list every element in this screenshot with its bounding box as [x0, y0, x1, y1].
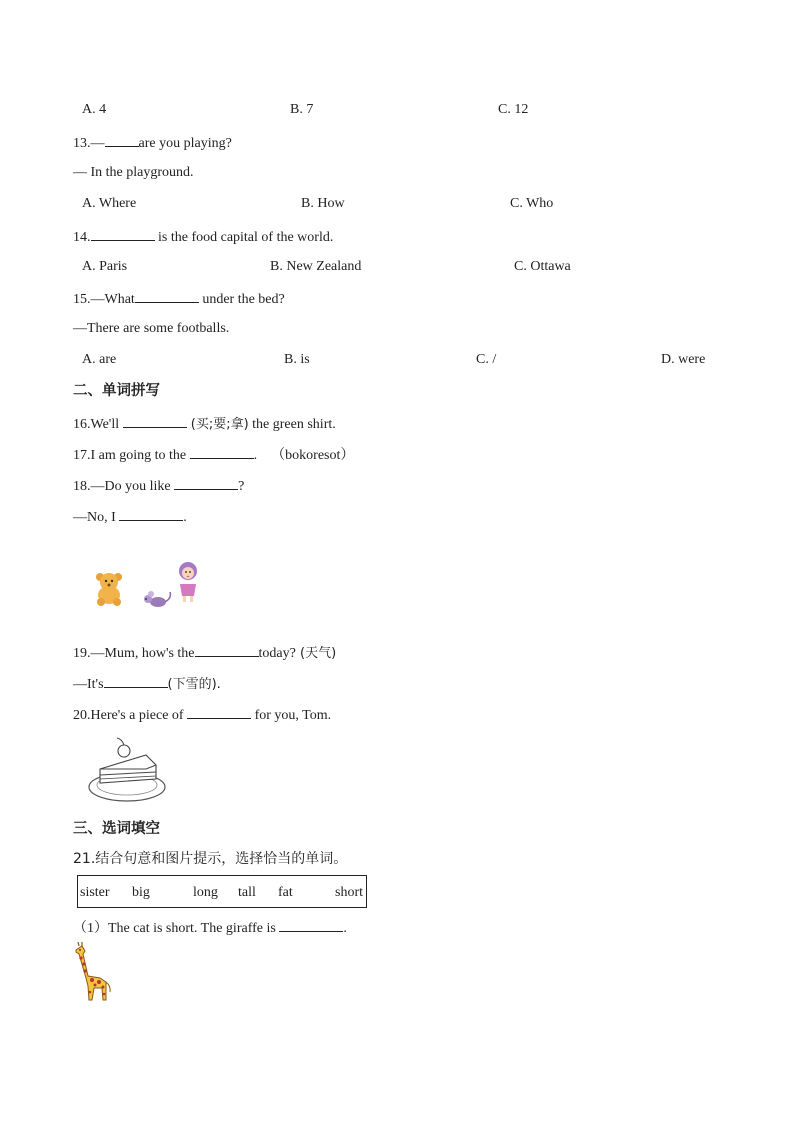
q17-blank — [190, 445, 254, 459]
q14-option-b: B. New Zealand — [270, 259, 362, 274]
q21-sub-1 — [73, 918, 347, 938]
word-bank-item: long — [193, 885, 218, 900]
question-16 — [73, 414, 336, 434]
q19-answer-hint: (下雪的). — [167, 677, 221, 692]
word-bank-item: sister — [80, 885, 110, 900]
toy-mouse-icon — [144, 591, 170, 607]
q15-answer: —There are some footballs. — [73, 321, 230, 336]
q18-answer-prefix: —No, I — [73, 510, 120, 525]
question-18 — [73, 476, 244, 496]
q18-answer-blank — [119, 507, 183, 521]
q13-blank — [105, 133, 139, 147]
q14-number: 14. — [73, 230, 91, 245]
q21-instruction: 21.结合句意和图片提示，选择恰当的单词。 — [73, 851, 348, 867]
q13-option-a: A. Where — [82, 196, 137, 211]
q14-option-c: C. Ottawa — [514, 259, 571, 274]
q19-blank — [195, 643, 259, 657]
q21-sub1-prefix: （1）The cat is short. The giraffe is — [73, 921, 280, 936]
q14-option-a: A. Paris — [82, 259, 128, 274]
q17-hint: （bokoresot） — [271, 448, 355, 463]
q13-option-c: C. Who — [510, 196, 554, 211]
q19-hint: (天气) — [295, 646, 337, 661]
q18-answer-rest: . — [183, 510, 187, 525]
q16-number: 16.We'll — [73, 417, 123, 432]
q14-text: is the food capital of the world. — [154, 230, 334, 245]
q16-hint: (买;要;拿) — [186, 417, 249, 432]
giraffe-icon — [70, 942, 114, 1004]
q18-number: 18.—Do you like — [73, 479, 175, 494]
toys-picture — [88, 558, 218, 613]
question-14 — [73, 227, 333, 247]
cake-icon — [86, 735, 168, 805]
q21-sub1-blank — [279, 918, 343, 932]
question-17 — [73, 445, 354, 465]
q13-option-b: B. How — [301, 196, 345, 211]
q20-number: 20.Here's a piece of — [73, 708, 188, 723]
q15-number: 15.—What — [73, 292, 135, 307]
q17-number: 17.I am going to the — [73, 448, 190, 463]
q20-rest: for you, Tom. — [251, 708, 332, 723]
q20-blank — [187, 705, 251, 719]
question-15 — [73, 289, 285, 309]
q12-option-b: B. 7 — [290, 102, 314, 117]
word-bank-item: tall — [238, 885, 256, 900]
q16-rest: the green shirt. — [248, 417, 336, 432]
q19-answer-prefix: —It's — [73, 677, 104, 692]
word-bank-item: short — [335, 885, 363, 900]
word-bank-box — [77, 875, 367, 908]
q14-blank — [91, 227, 155, 241]
q21-sub1-rest: . — [343, 921, 347, 936]
q13-answer: — In the playground. — [73, 165, 194, 180]
q13-text: are you playing? — [138, 136, 232, 151]
q19-rest: today? — [258, 646, 296, 661]
section-2-title: 二、单词拼写 — [73, 383, 160, 399]
q17-rest: . — [253, 448, 258, 463]
q16-blank — [123, 414, 187, 428]
q15-text: under the bed? — [198, 292, 285, 307]
q15-option-b: B. is — [284, 352, 310, 367]
word-bank-item: fat — [278, 885, 293, 900]
teddy-bear-icon — [96, 573, 122, 606]
q15-blank — [135, 289, 199, 303]
q19-answer — [73, 674, 221, 694]
section-3-title: 三、选词填空 — [73, 821, 160, 837]
q12-option-c: C. 12 — [498, 102, 529, 117]
q18-blank — [174, 476, 238, 490]
q18-rest: ? — [238, 479, 245, 494]
q15-option-a: A. are — [82, 352, 117, 367]
question-13 — [73, 133, 232, 153]
q19-number: 19.—Mum, how's the — [73, 646, 195, 661]
q13-number: 13.— — [73, 136, 105, 151]
q12-option-a: A. 4 — [82, 102, 107, 117]
question-19 — [73, 643, 336, 663]
q18-answer — [73, 507, 187, 527]
doll-icon — [179, 562, 197, 602]
q15-option-d: D. were — [661, 352, 706, 367]
q19-answer-blank — [104, 674, 168, 688]
q15-option-c: C. / — [476, 352, 497, 367]
word-bank-item: big — [132, 885, 150, 900]
question-20 — [73, 705, 331, 725]
